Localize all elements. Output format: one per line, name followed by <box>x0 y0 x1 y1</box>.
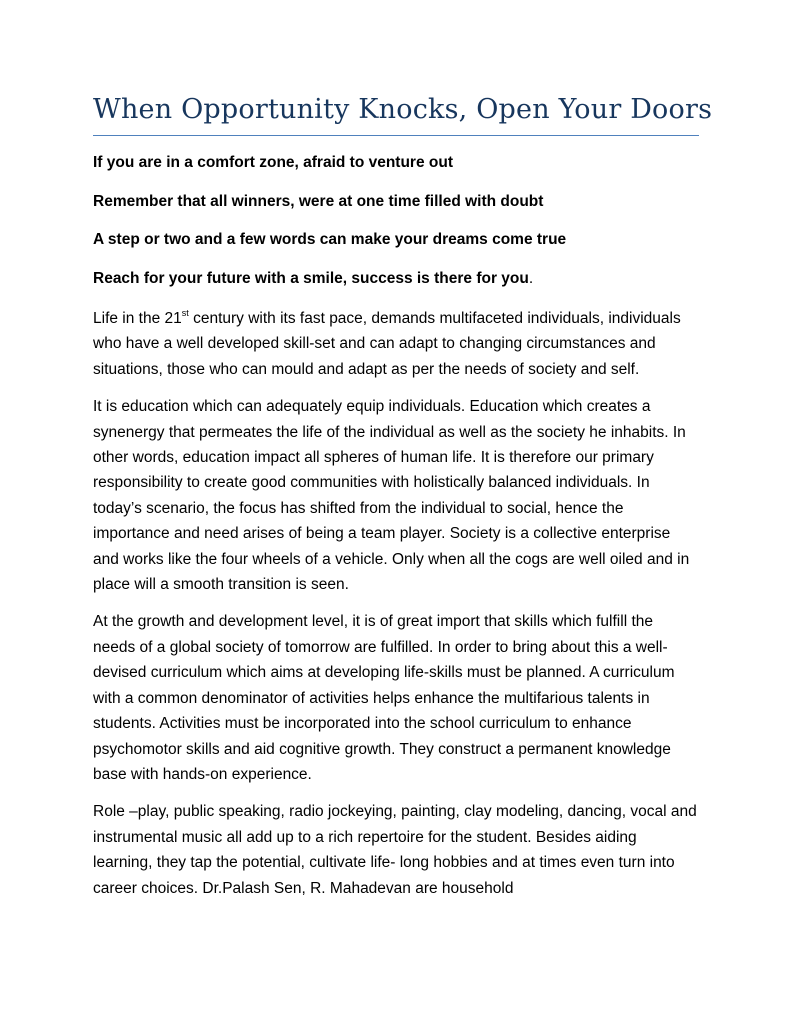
poem-line-4-text: Reach for your future with a smile, success is there for you <box>93 269 529 287</box>
poem-line-1: If you are in a comfort zone, afraid to venture out <box>93 154 453 171</box>
poem-line-4 <box>93 268 699 290</box>
paragraph-2: It is education which can adequately equip individuals. Education which creates a synenergy that permeates the life of the individual as well as the society he inhabits. In other words, education impact all spheres of human life. It is therefore our primary responsibility to create good communities with holistically balanced individuals. In today’s scenario, the focus has shifted from the individual to social, hence the importance and need arises of being a team player. Society is a collective enterprise and works like the four wheels of a vehicle. Only when all the cogs are well oiled and in place will a smooth transition is seen. <box>93 398 690 594</box>
poem-stanza <box>93 152 699 290</box>
paragraph-1 <box>93 306 699 382</box>
paragraph-3: At the growth and development level, it is of great import that skills which fulfill the needs of a global society of tomorrow are fulfilled. In order to bring about this a well- devised curriculum which aims at developing life-skills must be planned. A curriculum with a common denominator of activities helps enhance the multifarious talents in students. Activities must be incorporated into the school curriculum to enhance psychomotor skills and aid cognitive growth. They construct a permanent knowledge base with hands-on experience. <box>93 613 675 783</box>
paragraph-1-rest: century with its fast pace, demands multifaceted individuals, individuals who have a well developed skill-set and can adapt to changing circumstances and situations, those who can mould and adapt as per the needs of society and self. <box>93 310 681 378</box>
paragraph-1-start: Life in the 21 <box>93 310 182 327</box>
paragraph-4: Role –play, public speaking, radio jockeying, painting, clay modeling, dancing, vocal and instrumental music all add up to a rich repertoire for the student. Besides aiding learning, they tap the potential, cultivate life- long hobbies and at times even turn into career choices. Dr.Palash Sen, R. Mahadevan are household <box>93 803 697 897</box>
title-underline-rule <box>93 135 699 136</box>
poem-line-3: A step or two and a few words can make your dreams come true <box>93 231 567 248</box>
document-page <box>93 90 713 913</box>
poem-line-4-period: . <box>528 269 534 287</box>
document-title: When Opportunity Knocks, Open Your Doors <box>93 94 713 125</box>
poem-line-2: Remember that all winners, were at one time filled with doubt <box>93 192 544 210</box>
ordinal-superscript: st <box>181 308 189 318</box>
